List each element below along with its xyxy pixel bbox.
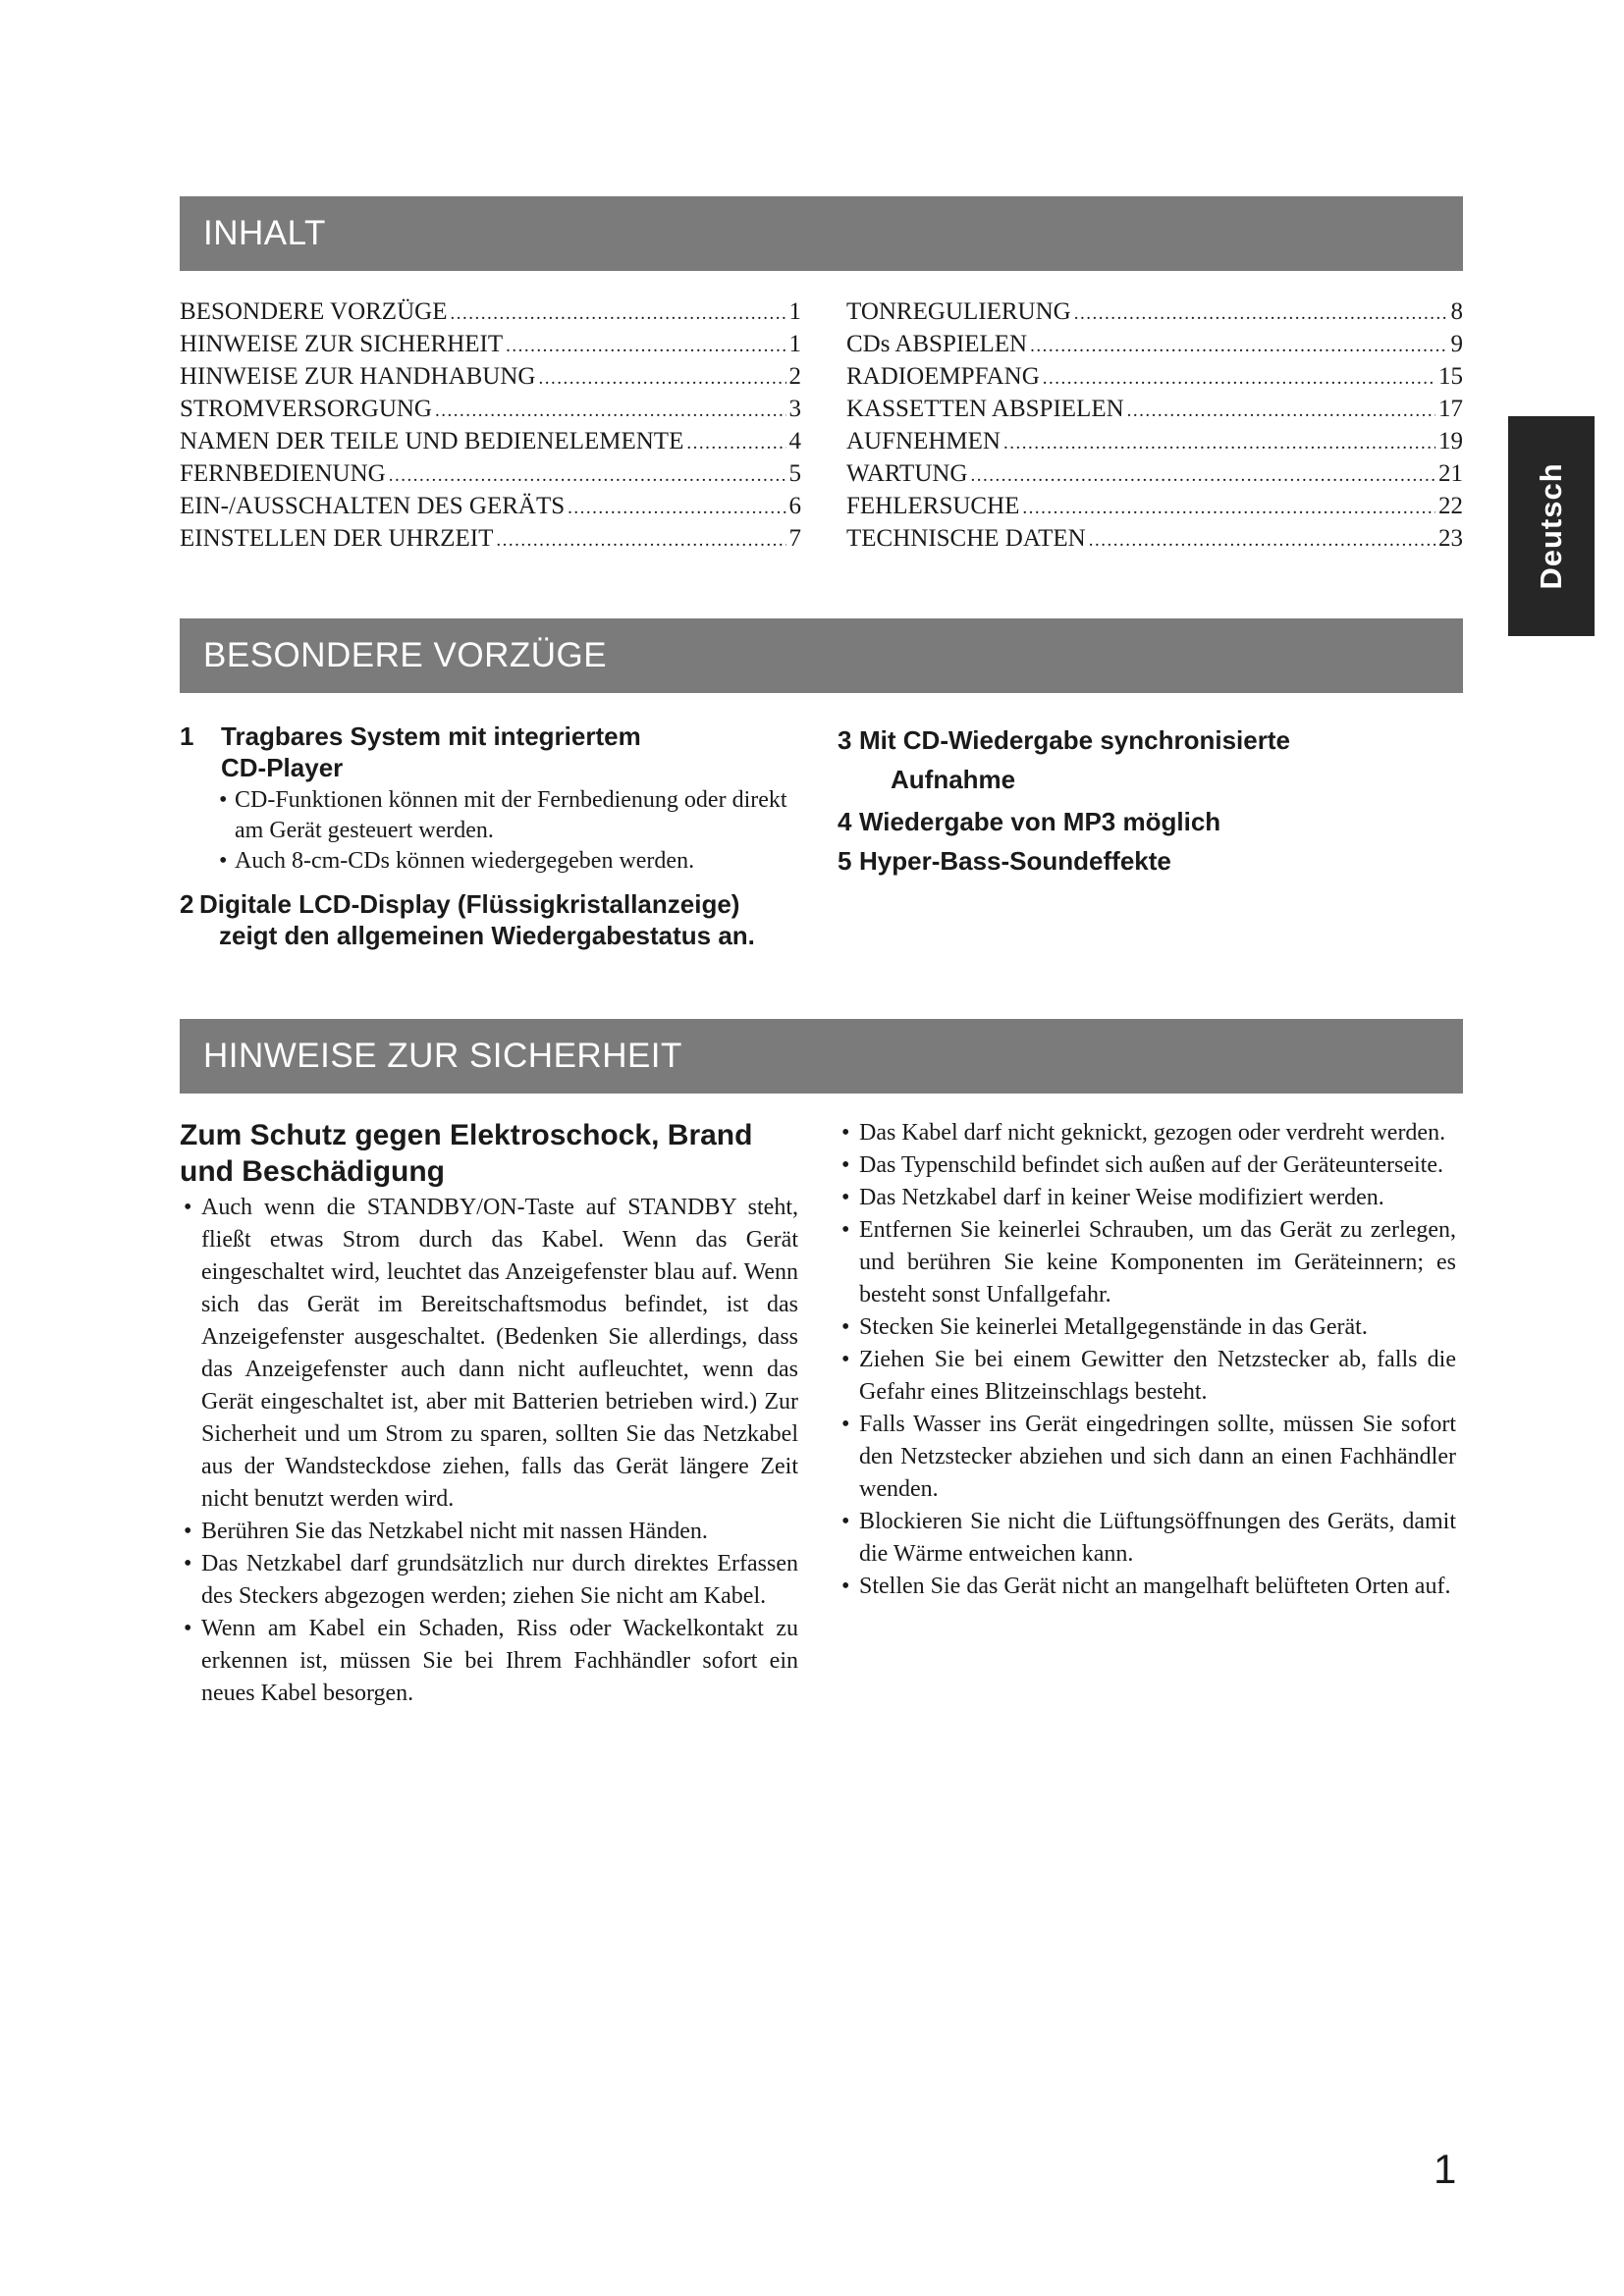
feature-heading-line: Mit CD-Wiedergabe synchronisierte <box>859 725 1290 755</box>
toc-entry-title: TONREGULIERUNG <box>846 298 1071 325</box>
bullet-text: Wenn am Kabel ein Schaden, Riss oder Wackelkontakt zu erkennen ist, müssen Sie bei Ihrem Fachhändler sofort ein neues Kabel besorgen. <box>201 1616 798 1706</box>
toc-leader-dots <box>1003 433 1435 454</box>
toc-entry-title: FEHLERSUCHE <box>846 493 1020 519</box>
section-header-vorzuege <box>180 618 1463 693</box>
toc-page-number: 5 <box>788 460 801 487</box>
toc-entry-title: CDs ABSPIELEN <box>846 331 1028 357</box>
toc-entry[interactable] <box>846 525 1463 558</box>
toc-entry-title: NAMEN DER TEILE UND BEDIENELEMENTE <box>180 428 684 454</box>
feature-heading-line: Wiedergabe von MP3 möglich <box>859 807 1221 836</box>
toc-entry[interactable] <box>846 331 1463 363</box>
toc-entry[interactable] <box>180 493 801 525</box>
toc-entry-title: TECHNISCHE DATEN <box>846 525 1086 552</box>
toc-leader-dots <box>496 530 785 552</box>
feature-heading-line: Hyper-Bass-Soundeffekte <box>859 846 1171 876</box>
feature-number: 4 <box>838 807 852 836</box>
features-right-column <box>838 721 1456 880</box>
safety-bullet <box>180 1548 798 1613</box>
toc-entry-title: KASSETTEN ABSPIELEN <box>846 396 1124 422</box>
toc-leader-dots <box>1127 400 1435 422</box>
bullet-text: Falls Wasser ins Gerät eingedringen sollte, müssen Sie sofort den Netzstecker abziehen und sich dann an einen Fachhändler wenden. <box>859 1412 1456 1502</box>
toc-leader-dots <box>971 465 1436 487</box>
toc-entry-title: FERNBEDIENUNG <box>180 460 386 487</box>
toc-page-number: 1 <box>788 331 801 357</box>
bullet-marker: • <box>219 787 228 813</box>
safety-bullet <box>838 1571 1456 1603</box>
safety-subheading: Zum Schutz gegen Elektroschock, Brand und Beschädigung <box>180 1119 753 1188</box>
toc-leader-dots <box>568 498 785 519</box>
bullet-marker: • <box>841 1509 850 1534</box>
toc-page-number: 4 <box>788 428 801 454</box>
feature-number: 2 <box>180 889 194 919</box>
bullet-text: Entfernen Sie keinerlei Schrauben, um das Gerät zu zerlegen, und berühren Sie keine Komponenten im Geräteinnern; es besteht sonst Unfallgefahr. <box>859 1217 1456 1308</box>
toc-leader-dots <box>686 433 785 454</box>
bullet-marker: • <box>841 1314 850 1340</box>
toc-entry-title: BESONDERE VORZÜGE <box>180 298 448 325</box>
toc-entry[interactable] <box>846 298 1463 331</box>
bullet-text: Das Netzkabel darf grundsätzlich nur durch direktes Erfassen des Steckers abgezogen werden; ziehen Sie nicht am Kabel. <box>201 1551 798 1609</box>
feature-sub-bullet <box>180 846 798 877</box>
safety-bullet <box>838 1311 1456 1344</box>
features-left-column <box>180 721 798 951</box>
feature-sub-bullet <box>180 785 798 846</box>
feature-item <box>838 721 1456 799</box>
toc-left-column <box>180 298 801 558</box>
toc-page-number: 21 <box>1438 460 1463 487</box>
section-header-inhalt <box>180 196 1463 271</box>
toc-entry-title: EIN-/AUSSCHALTEN DES GERÄTS <box>180 493 566 519</box>
bullet-text: Berühren Sie das Netzkabel nicht mit nassen Händen. <box>201 1519 708 1544</box>
toc-page-number: 15 <box>1438 363 1463 390</box>
toc-leader-dots <box>1074 303 1448 325</box>
language-tab-label: Deutsch <box>1534 462 1568 590</box>
toc-leader-dots <box>1022 498 1435 519</box>
toc-page-number: 8 <box>1450 298 1463 325</box>
bullet-marker: • <box>841 1120 850 1146</box>
toc-leader-dots <box>450 303 785 325</box>
bullet-text: Auch wenn die STANDBY/ON-Taste auf STANDBY steht, fließt etwas Strom durch das Kabel. Wenn das Gerät eingeschaltet wird, leuchtet das Anzeigefenster blau auf. Wenn sich das Gerät im Bereitschaftsmodus befindet, ist das Anzeigefenster ausgeschaltet. (Bedenken Sie allerdings, dass das Anzeigefenster auch dann nicht aufleuchtet, wenn das Gerät eingeschaltet ist, aber mit Batterien betrieben wird.) Zur Sicherheit und um Strom zu sparen, sollten Sie das Netzkabel aus der Wandsteckdose ziehen, falls das Gerät längere Zeit nicht benutzt werden wird. <box>201 1195 798 1512</box>
toc-entry[interactable] <box>846 428 1463 460</box>
toc-page-number: 3 <box>788 396 801 422</box>
toc-entry[interactable] <box>180 363 801 396</box>
feature-heading-line: Aufnahme <box>891 765 1016 794</box>
toc-page-number: 2 <box>788 363 801 390</box>
safety-bullet <box>838 1149 1456 1182</box>
feature-item <box>838 842 1456 880</box>
safety-bullet <box>838 1182 1456 1214</box>
feature-item <box>180 721 798 783</box>
toc-entry[interactable] <box>180 298 801 331</box>
toc-page-number: 7 <box>788 525 801 552</box>
section-title: INHALT <box>203 214 326 252</box>
safety-bullet <box>180 1516 798 1548</box>
feature-number: 3 <box>838 725 852 755</box>
bullet-text: Blockieren Sie nicht die Lüftungsöffnungen des Geräts, damit die Wärme entweichen kann. <box>859 1509 1456 1567</box>
bullet-marker: • <box>841 1152 850 1178</box>
feature-heading-line: Tragbares System mit integriertem <box>221 721 641 751</box>
bullet-marker: • <box>841 1574 850 1599</box>
section-title: HINWEISE ZUR SICHERHEIT <box>203 1037 682 1075</box>
toc-page-number: 17 <box>1438 396 1463 422</box>
section-title: BESONDERE VORZÜGE <box>203 636 608 674</box>
feature-sub-text: Auch 8-cm-CDs können wiedergegeben werden. <box>235 848 695 874</box>
toc-leader-dots <box>1089 530 1435 552</box>
safety-bullet <box>838 1117 1456 1149</box>
feature-heading-line: zeigt den allgemeinen Wiedergabestatus an. <box>219 921 755 950</box>
bullet-text: Ziehen Sie bei einem Gewitter den Netzstecker ab, falls die Gefahr eines Blitzeinschlags besteht. <box>859 1347 1456 1405</box>
bullet-text: Das Kabel darf nicht geknickt, gezogen oder verdreht werden. <box>859 1120 1446 1146</box>
toc-page-number: 22 <box>1438 493 1463 519</box>
toc-entry[interactable] <box>180 428 801 460</box>
toc-leader-dots <box>389 465 786 487</box>
bullet-marker: • <box>841 1217 850 1243</box>
toc-leader-dots <box>435 400 786 422</box>
bullet-marker: • <box>841 1347 850 1372</box>
feature-item <box>180 888 798 951</box>
safety-bullet <box>180 1613 798 1710</box>
feature-heading-line: CD-Player <box>221 753 344 782</box>
safety-right-column <box>838 1117 1456 1603</box>
page-number: 1 <box>1434 2146 1457 2192</box>
language-tab <box>1508 416 1595 636</box>
toc-page-number: 6 <box>788 493 801 519</box>
toc-leader-dots <box>1030 336 1447 357</box>
section-header-sicherheit <box>180 1019 1463 1094</box>
feature-heading-line: Digitale LCD-Display (Flüssigkristallanzeige) <box>199 889 740 919</box>
bullet-text: Stellen Sie das Gerät nicht an mangelhaft belüfteten Orten auf. <box>859 1574 1451 1599</box>
feature-number: 5 <box>838 846 852 876</box>
safety-bullet <box>838 1506 1456 1571</box>
toc-leader-dots <box>1043 368 1435 390</box>
bullet-marker: • <box>184 1195 192 1220</box>
toc-leader-dots <box>506 336 785 357</box>
toc-entry[interactable] <box>846 460 1463 493</box>
bullet-text: Stecken Sie keinerlei Metallgegenstände in das Gerät. <box>859 1314 1368 1340</box>
bullet-marker: • <box>841 1185 850 1210</box>
toc-entry-title: AUFNEHMEN <box>846 428 1001 454</box>
toc-page-number: 9 <box>1450 331 1463 357</box>
safety-bullet <box>838 1344 1456 1409</box>
safety-bullet <box>838 1214 1456 1311</box>
toc-page-number: 1 <box>788 298 801 325</box>
toc-entry-title: EINSTELLEN DER UHRZEIT <box>180 525 494 552</box>
toc-page-number: 23 <box>1438 525 1463 552</box>
feature-item <box>838 801 1456 842</box>
bullet-text: Das Typenschild befindet sich außen auf der Geräteunterseite. <box>859 1152 1443 1178</box>
toc-entry[interactable] <box>180 525 801 558</box>
toc-entry-title: HINWEISE ZUR SICHERHEIT <box>180 331 504 357</box>
toc-entry[interactable] <box>180 460 801 493</box>
toc-entry-title: WARTUNG <box>846 460 968 487</box>
toc-entry[interactable] <box>846 363 1463 396</box>
bullet-text: Das Netzkabel darf in keiner Weise modifiziert werden. <box>859 1185 1384 1210</box>
bullet-marker: • <box>219 848 228 874</box>
toc-entry[interactable] <box>846 493 1463 525</box>
toc-page-number: 19 <box>1438 428 1463 454</box>
feature-sub-text: CD-Funktionen können mit der Fernbedienung oder direkt am Gerät gesteuert werden. <box>235 787 787 843</box>
toc-right-column <box>846 298 1463 558</box>
bullet-marker: • <box>184 1519 192 1544</box>
safety-bullet <box>838 1409 1456 1506</box>
toc-entry-title: RADIOEMPFANG <box>846 363 1040 390</box>
bullet-marker: • <box>184 1616 192 1641</box>
toc-entry-title: STROMVERSORGUNG <box>180 396 432 422</box>
toc-entry[interactable] <box>846 396 1463 428</box>
toc-entry-title: HINWEISE ZUR HANDHABUNG <box>180 363 536 390</box>
toc-leader-dots <box>538 368 785 390</box>
feature-number: 1 <box>180 721 194 751</box>
safety-bullet <box>180 1192 798 1516</box>
toc-entry[interactable] <box>180 331 801 363</box>
bullet-marker: • <box>841 1412 850 1437</box>
toc-entry[interactable] <box>180 396 801 428</box>
bullet-marker: • <box>184 1551 192 1576</box>
safety-left-column <box>180 1117 798 1710</box>
